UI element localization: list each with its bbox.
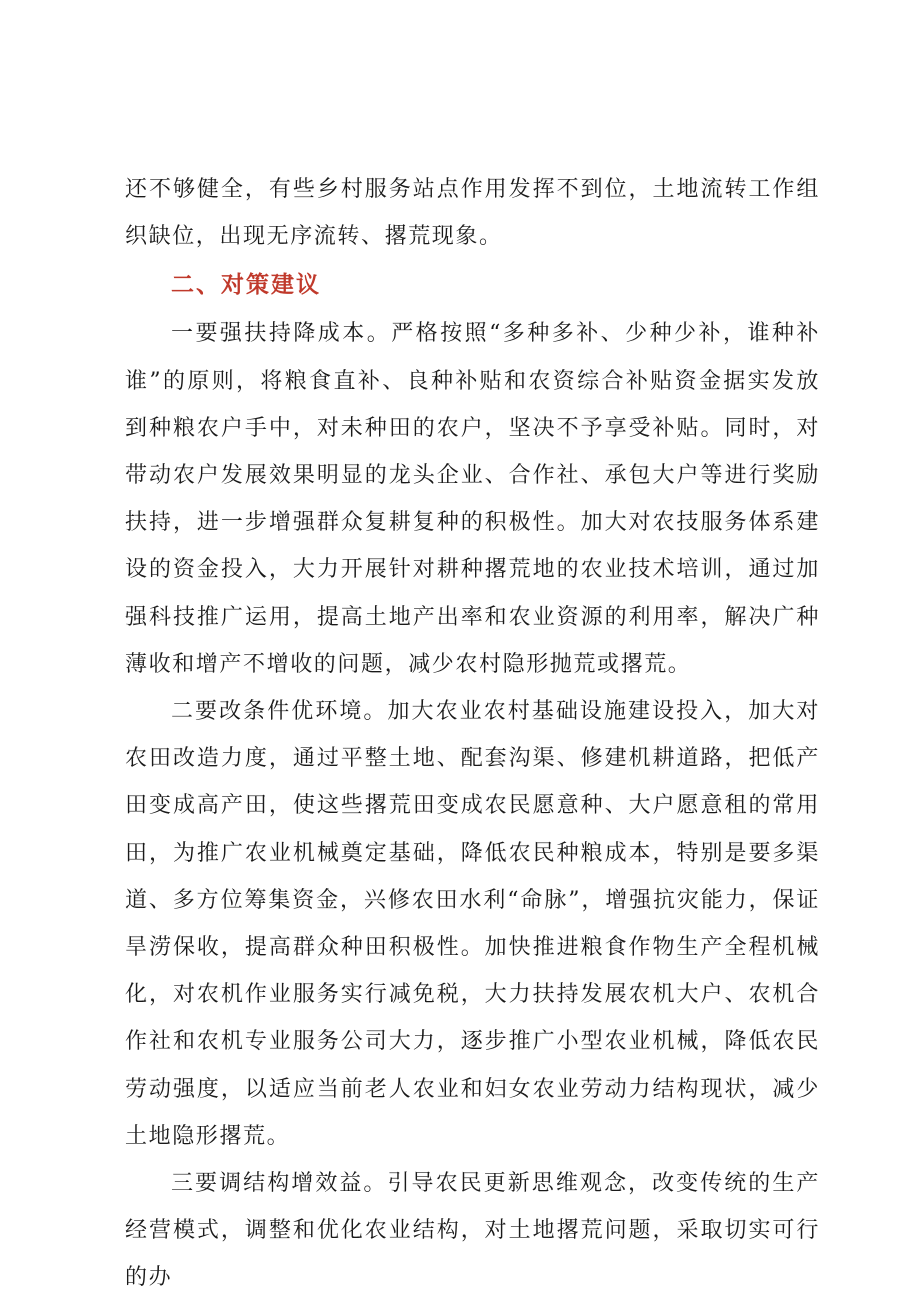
continued-paragraph: 还不够健全，有些乡村服务站点作用发挥不到位，土地流转工作组织缺位，出现无序流转、撂荒现象。 — [125, 177, 820, 250]
paragraph-1: 一要强扶持降成本。严格按照“多种多补、少种少补，谁种补谁”的原则，将粮食直补、良种补贴和农资综合补贴资金据实发放到种粮农户手中，对未种田的农户，坚决不予享受补贴。同时，对带动农户发展效果明显的龙头企业、合作社、承包大户等进行奖励扶持，进一步增强群众复耕复种的积极性。加大对农技服务体系建设的资金投入，大力开展针对耕种撂荒地的农业技术培训，通过加强科技推广运用，提高土地产出率和农业资源的利用率，解决广种薄收和增产不增收的问题，减少农村隐形抛荒或撂荒。 — [125, 321, 820, 677]
paragraph-2: 二要改条件优环境。加大农业农村基础设施建设投入，加大对农田改造力度，通过平整土地、配套沟渠、修建机耕道路，把低产田变成高产田，使这些撂荒田变成农民愿意种、大户愿意租的常用田，为推广农业机械奠定基础，降低农民种粮成本，特别是要多渠道、多方位筹集资金，兴修农田水利“命脉”，增强抗灾能力，保证旱涝保收，提高群众种田积极性。加快推进粮食作物生产全程机械化，对农机作业服务实行减免税，大力扶持发展农机大户、农机合作社和农机专业服务公司大力，逐步推广小型农业机械，降低农民劳动强度，以适应当前老人农业和妇女农业劳动力结构现状，减少土地隐形撂荒。 — [125, 699, 820, 1149]
section-heading: 二、对策建议 — [171, 272, 321, 299]
paragraph-3: 三要调结构增效益。引导农民更新思维观念，改变传统的生产经营模式，调整和优化农业结构，对土地撂荒问题，采取切实可行的办 — [125, 1171, 820, 1291]
document-body — [125, 166, 820, 1302]
